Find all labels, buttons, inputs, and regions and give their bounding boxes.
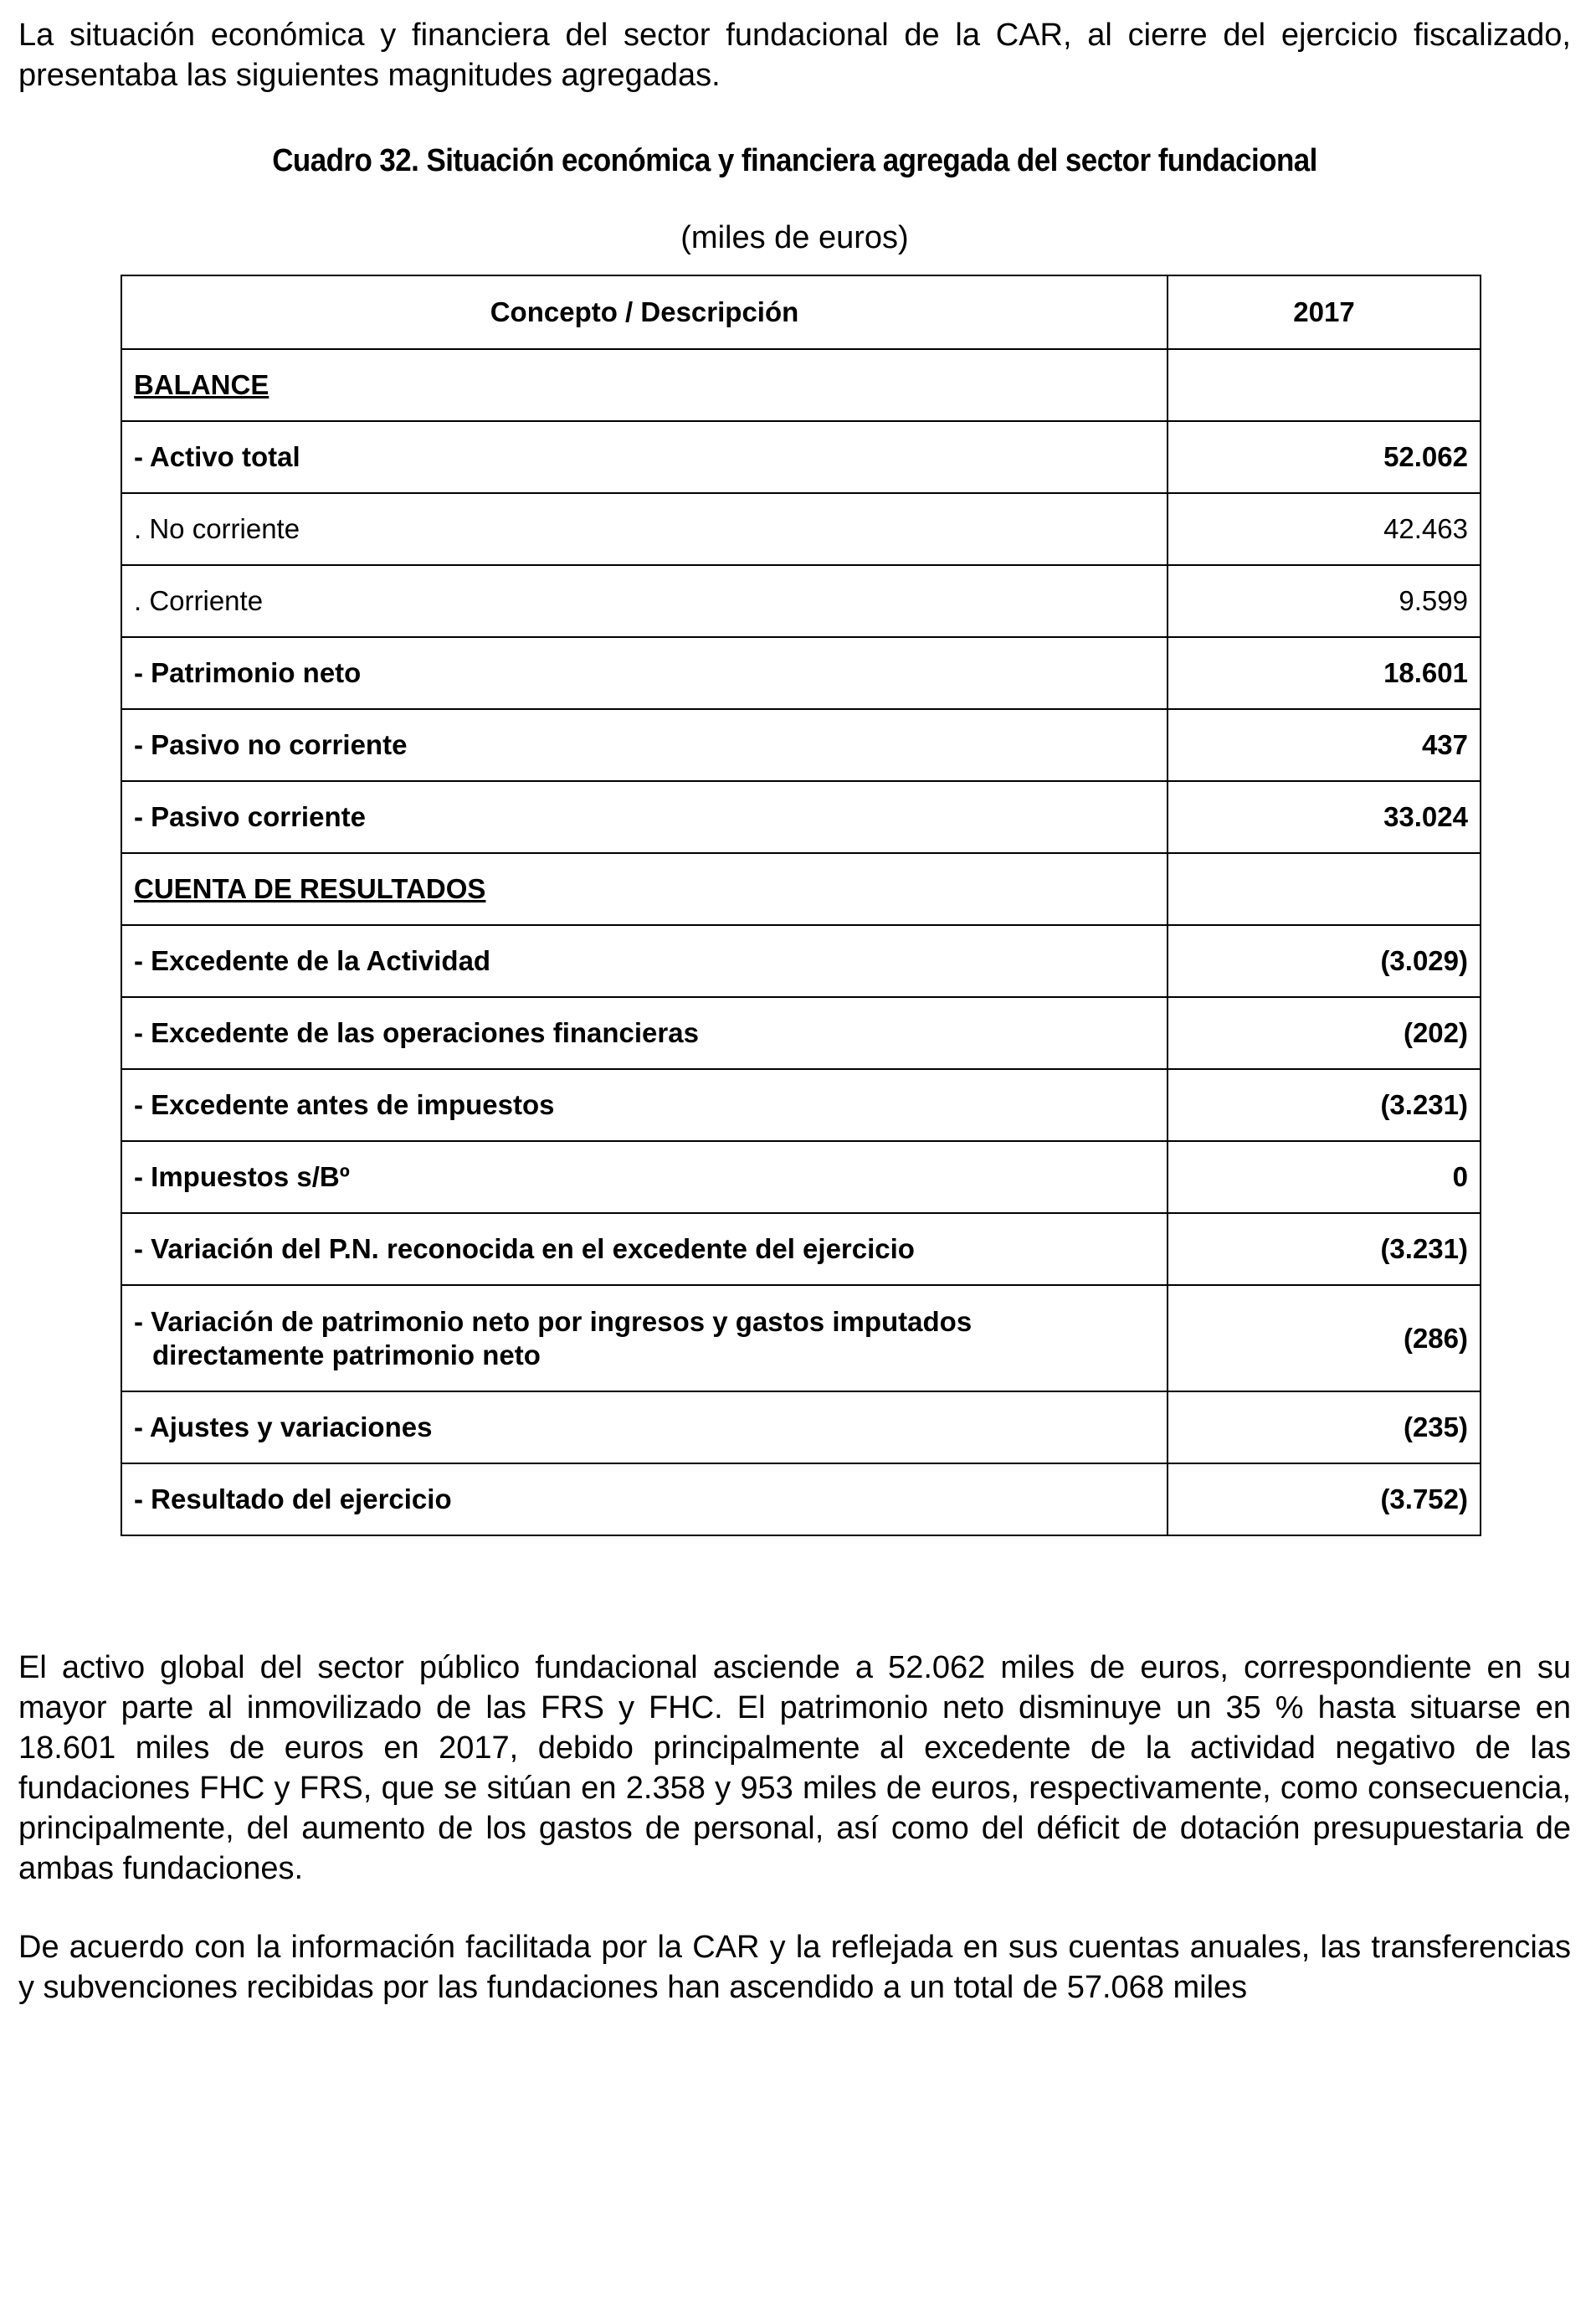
table-row <box>121 997 1481 1069</box>
table-row <box>121 1069 1481 1141</box>
row-concept: - Pasivo no corriente <box>121 709 1168 781</box>
table-row <box>121 1213 1481 1285</box>
row-concept: - Patrimonio neto <box>121 637 1168 709</box>
table-row <box>121 637 1481 709</box>
row-value: 437 <box>1168 709 1481 781</box>
row-value <box>1168 853 1481 925</box>
table-row <box>121 1285 1481 1391</box>
row-value: (3.231) <box>1168 1213 1481 1285</box>
row-concept: - Excedente de las operaciones financieras <box>121 997 1168 1069</box>
row-value <box>1168 349 1481 421</box>
row-concept: BALANCE <box>121 349 1168 421</box>
table-row <box>121 1463 1481 1535</box>
row-value: 52.062 <box>1168 421 1481 493</box>
row-value: (3.231) <box>1168 1069 1481 1141</box>
row-value: (3.752) <box>1168 1463 1481 1535</box>
body-text <box>18 1648 1571 2008</box>
intro-paragraph: La situación económica y financiera del sector fundacional de la CAR, al cierre del ejercicio fiscalizado, presentaba las siguientes magnitudes agregadas. <box>18 18 1571 93</box>
row-value: 42.463 <box>1168 493 1481 565</box>
row-concept: - Ajustes y variaciones <box>121 1391 1168 1463</box>
row-value: 9.599 <box>1168 565 1481 637</box>
row-concept: CUENTA DE RESULTADOS <box>121 853 1168 925</box>
table-header-row <box>121 275 1481 349</box>
row-concept: - Impuestos s/Bº <box>121 1141 1168 1213</box>
table-row <box>121 421 1481 493</box>
row-value: 18.601 <box>1168 637 1481 709</box>
row-concept: - Activo total <box>121 421 1168 493</box>
row-value: (286) <box>1168 1285 1481 1391</box>
document-page <box>18 15 1571 2005</box>
row-value: 0 <box>1168 1141 1481 1213</box>
header-year: 2017 <box>1168 275 1481 349</box>
row-concept: - Pasivo corriente <box>121 781 1168 853</box>
table-row <box>121 349 1481 421</box>
row-value: 33.024 <box>1168 781 1481 853</box>
row-concept: - Resultado del ejercicio <box>121 1463 1168 1535</box>
table-row <box>121 565 1481 637</box>
table-row <box>121 1141 1481 1213</box>
table-title: Cuadro 32. Situación económica y financiera agregada del sector fundacional <box>272 143 1317 178</box>
table-units: (miles de euros) <box>680 220 909 255</box>
header-concept: Concepto / Descripción <box>121 275 1168 349</box>
row-concept: - Excedente antes de impuestos <box>121 1069 1168 1141</box>
row-concept <box>121 1285 1168 1391</box>
row-concept-line-1: - Variación de patrimonio neto por ingresos y gastos imputados <box>134 1305 973 1337</box>
row-value: (235) <box>1168 1391 1481 1463</box>
paragraph-3: De acuerdo con la información facilitada por la CAR y la reflejada en sus cuentas anuales, las transferencias y subvenciones recibidas por las fundaciones han ascendido a un total de 57.068 miles <box>18 1930 1571 2005</box>
table-row <box>121 925 1481 997</box>
table-row <box>121 493 1481 565</box>
table-row <box>121 853 1481 925</box>
table-row <box>121 709 1481 781</box>
table-row <box>121 781 1481 853</box>
row-value: (3.029) <box>1168 925 1481 997</box>
row-concept-line-2: directamente patrimonio neto <box>152 1339 541 1370</box>
row-value: (202) <box>1168 997 1481 1069</box>
row-concept: . Corriente <box>121 565 1168 637</box>
row-concept: - Excedente de la Actividad <box>121 925 1168 997</box>
row-concept: - Variación del P.N. reconocida en el excedente del ejercicio <box>121 1213 1168 1285</box>
table-row <box>121 1391 1481 1463</box>
financial-table <box>121 275 1481 1536</box>
row-concept: . No corriente <box>121 493 1168 565</box>
paragraph-2: El activo global del sector público fundacional asciende a 52.062 miles de euros, correspondiente en su mayor parte al inmovilizado de las FRS y FHC. El patrimonio neto disminuye un 35 % hasta situarse en 18.601 miles de euros en 2017, debido principalmente al excedente de la actividad negativo de las fundaciones FHC y FRS, que se sitúan en 2.358 y 953 miles de euros, respectivamente, como consecuencia, principalmente, del aumento de los gastos de personal, así como del déficit de dotación presupuestaria de ambas fundaciones. <box>18 1650 1571 1886</box>
